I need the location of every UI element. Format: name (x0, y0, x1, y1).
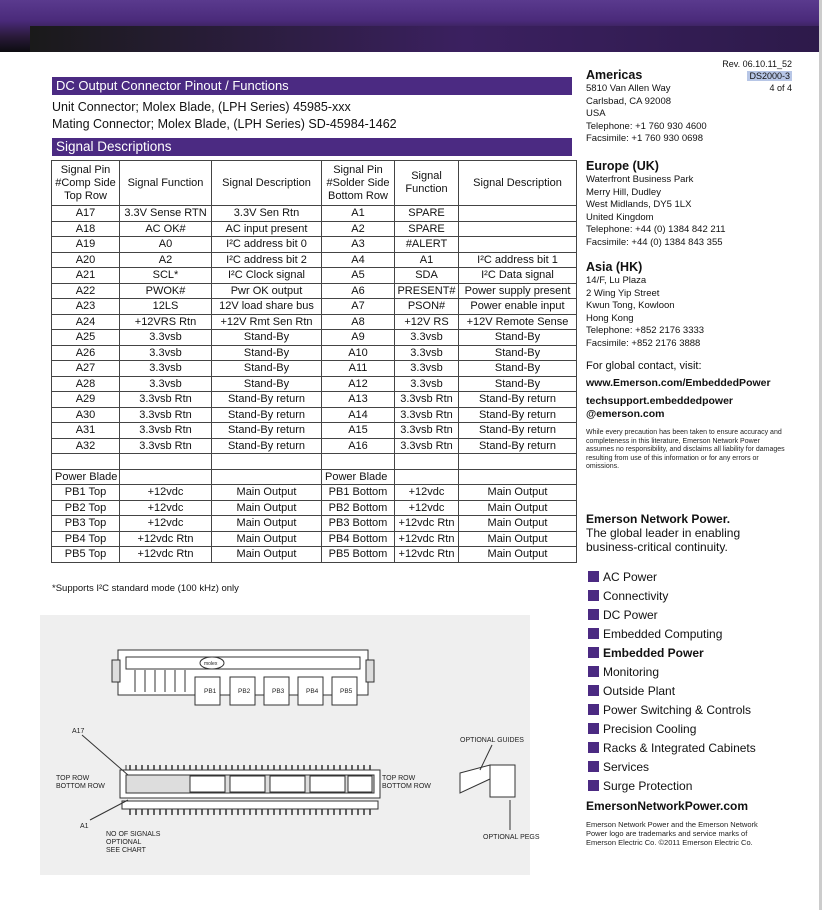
table-cell: A3 (322, 237, 395, 253)
label-optional-guides: OPTIONAL GUIDES (460, 737, 524, 744)
signal-table (51, 160, 577, 563)
table-cell (120, 454, 212, 470)
table-cell: SPARE (395, 206, 459, 222)
table-cell: Main Output (459, 500, 577, 516)
table-cell: A12 (322, 376, 395, 392)
table-cell: 3.3vsb Rtn (395, 423, 459, 439)
table-cell (459, 221, 577, 237)
table-cell: A1 (395, 252, 459, 268)
product-label: Monitoring (603, 664, 660, 679)
table-cell: Stand-By (212, 361, 322, 377)
table-cell: A13 (322, 392, 395, 408)
table-cell: Stand-By return (212, 407, 322, 423)
table-cell: AC OK# (120, 221, 212, 237)
pb-label: PB1 (204, 688, 217, 695)
table-cell: +12vdc (120, 485, 212, 501)
table-cell: A18 (52, 221, 120, 237)
table-cell: A14 (322, 407, 395, 423)
table-row (52, 438, 577, 454)
table-row (52, 299, 577, 315)
table-cell: 3.3vsb (120, 361, 212, 377)
label-a17: A17 (72, 728, 85, 735)
table-row (52, 407, 577, 423)
product-label: Racks & Integrated Cabinets (603, 740, 756, 755)
table-cell: 12V load share bus (212, 299, 322, 315)
table-cell: #ALERT (395, 237, 459, 253)
table-cell: Stand-By return (459, 407, 577, 423)
table-cell: +12V Rmt Sen Rtn (212, 314, 322, 330)
product-label: DC Power (603, 607, 658, 622)
header-band (30, 26, 820, 52)
table-cell: Stand-By return (459, 392, 577, 408)
table-cell: A15 (322, 423, 395, 439)
table-cell: +12V RS (395, 314, 459, 330)
signal-descriptions-title: Signal Descriptions (52, 138, 572, 156)
pb-label: PB2 (238, 688, 251, 695)
address-line: 2 Wing Yip Street (586, 287, 660, 299)
table-cell: 3.3vsb Rtn (120, 392, 212, 408)
table-cell: I²C Data signal (459, 268, 577, 284)
bullet-square-icon (588, 704, 599, 715)
header-pin-solder: Signal Pin #Solder Side Bottom Row (322, 161, 395, 206)
table-cell: 3.3vsb Rtn (120, 423, 212, 439)
table-cell: Main Output (459, 485, 577, 501)
table-cell: Stand-By (212, 330, 322, 346)
table-cell: A22 (52, 283, 120, 299)
table-row (52, 376, 577, 392)
spacer-row (52, 454, 577, 470)
bullet-square-icon (588, 761, 599, 772)
table-row (52, 531, 577, 547)
table-cell: A4 (322, 252, 395, 268)
email-link[interactable] (586, 395, 786, 421)
label-no-signals: NO OF SIGNALS OPTIONAL SEE CHART (106, 831, 161, 854)
table-cell (322, 454, 395, 470)
table-cell (459, 206, 577, 222)
table-cell: 3.3vsb (395, 330, 459, 346)
bullet-square-icon (588, 723, 599, 734)
table-cell: SPARE (395, 221, 459, 237)
table-cell: Stand-By return (459, 438, 577, 454)
table-cell: 3.3vsb Rtn (395, 407, 459, 423)
table-cell: A10 (322, 345, 395, 361)
table-row (52, 516, 577, 532)
table-cell: 3.3V Sen Rtn (212, 206, 322, 222)
telephone: Telephone: +44 (0) 1384 842 211 (586, 224, 726, 235)
table-cell: 3.3vsb (395, 361, 459, 377)
table-row (52, 547, 577, 563)
table-row (52, 237, 577, 253)
table-cell: +12V Remote Sense (459, 314, 577, 330)
header-description-1: Signal Description (212, 161, 322, 206)
table-cell: I²C address bit 1 (459, 252, 577, 268)
table-cell: I²C address bit 2 (212, 252, 322, 268)
table-cell: 3.3vsb (395, 345, 459, 361)
table-cell: A1 (322, 206, 395, 222)
table-cell: A27 (52, 361, 120, 377)
telephone: Telephone: +852 2176 3333 (586, 325, 705, 336)
site-link[interactable]: EmersonNetworkPower.com (586, 799, 749, 813)
table-cell: 3.3vsb (120, 330, 212, 346)
table-cell: PB2 Top (52, 500, 120, 516)
product-label: AC Power (603, 569, 658, 584)
table-cell (395, 469, 459, 485)
table-row (52, 392, 577, 408)
contact-asia (586, 260, 786, 350)
table-cell: Main Output (459, 547, 577, 563)
product-label: Embedded Computing (603, 626, 723, 641)
table-cell: Stand-By (212, 345, 322, 361)
product-label: Services (603, 759, 650, 774)
facsimile: Facsimile: +44 (0) 1384 843 355 (586, 236, 723, 248)
table-header-row (52, 161, 577, 206)
product-item (588, 605, 756, 624)
table-cell: Stand-By (459, 330, 577, 346)
table-cell (459, 454, 577, 470)
product-item (588, 757, 756, 776)
table-cell (459, 237, 577, 253)
table-cell: PB3 Top (52, 516, 120, 532)
global-contact (586, 359, 786, 373)
table-cell: 3.3vsb (120, 345, 212, 361)
power-blade-header (52, 469, 577, 485)
label-row-right: TOP ROW BOTTOM ROW (382, 775, 431, 790)
table-cell: Stand-By return (212, 392, 322, 408)
table-cell (395, 454, 459, 470)
table-cell (212, 454, 322, 470)
product-label: Precision Cooling (603, 721, 697, 736)
table-cell: Stand-By (459, 361, 577, 377)
table-cell: Stand-By return (459, 423, 577, 439)
product-item (588, 624, 756, 643)
address-line: United Kingdom (586, 211, 654, 223)
header-pin-comp: Signal Pin #Comp Side Top Row (52, 161, 120, 206)
table-cell: PB4 Top (52, 531, 120, 547)
table-cell: +12vdc (120, 500, 212, 516)
address-line: Hong Kong (586, 312, 634, 324)
table-cell: PB3 Bottom (322, 516, 395, 532)
table-cell: A11 (322, 361, 395, 377)
table-row (52, 314, 577, 330)
doc-code: DS2000-3 (749, 71, 790, 81)
table-cell: 3.3vsb Rtn (395, 438, 459, 454)
product-list (588, 567, 756, 795)
brand-tagline: The global leader in enabling business-critical continuity. (586, 526, 741, 554)
address-line: West Midlands, DY5 1LX (586, 199, 692, 210)
bullet-square-icon (588, 609, 599, 620)
table-cell: A23 (52, 299, 120, 315)
table-cell: Power Blade (52, 469, 120, 485)
telephone: Telephone: +1 760 930 4600 (586, 120, 707, 132)
table-cell: 3.3vsb Rtn (395, 392, 459, 408)
table-cell: PB1 Bottom (322, 485, 395, 501)
label-a1: A1 (80, 823, 89, 830)
table-cell: 3.3vsb (395, 376, 459, 392)
product-item (588, 719, 756, 738)
bullet-square-icon (588, 666, 599, 677)
table-cell: PB5 Bottom (322, 547, 395, 563)
table-cell: A28 (52, 376, 120, 392)
table-cell: Stand-By (459, 345, 577, 361)
product-item (588, 700, 756, 719)
bullet-square-icon (588, 571, 599, 582)
product-item (588, 567, 756, 586)
table-row (52, 268, 577, 284)
table-row (52, 221, 577, 237)
header-description-2: Signal Description (459, 161, 577, 206)
email-line-1: techsupport.embeddedpower (586, 395, 734, 407)
table-cell: PB4 Bottom (322, 531, 395, 547)
table-cell: Power supply present (459, 283, 577, 299)
table-row (52, 485, 577, 501)
table-row (52, 423, 577, 439)
table-cell: Main Output (212, 485, 322, 501)
molex-logo: molex (204, 661, 218, 667)
table-cell: A19 (52, 237, 120, 253)
table-cell: PSON# (395, 299, 459, 315)
table-cell: +12vdc Rtn (120, 531, 212, 547)
bullet-square-icon (588, 628, 599, 639)
footnote: *Supports I²C standard mode (100 kHz) only (52, 583, 239, 594)
table-cell: 3.3vsb (120, 376, 212, 392)
product-label: Outside Plant (603, 683, 676, 698)
table-cell: PB2 Bottom (322, 500, 395, 516)
table-cell: A0 (120, 237, 212, 253)
table-cell: Power enable input (459, 299, 577, 315)
region-title: Europe (UK) (586, 159, 659, 173)
table-cell: A29 (52, 392, 120, 408)
label-row-left: TOP ROW BOTTOM ROW (56, 775, 105, 790)
header-function-2: Signal Function (395, 161, 459, 206)
product-item (588, 681, 756, 700)
table-cell: Stand-By return (212, 423, 322, 439)
table-row (52, 283, 577, 299)
table-cell: Main Output (459, 516, 577, 532)
table-cell: +12vdc Rtn (395, 516, 459, 532)
product-item (588, 586, 756, 605)
table-cell: 12LS (120, 299, 212, 315)
table-row (52, 330, 577, 346)
address-line: Merry Hill, Dudley (586, 186, 661, 198)
email-line-2: @emerson.com (586, 408, 665, 420)
address-line: USA (586, 108, 606, 119)
table-cell: Stand-By return (212, 438, 322, 454)
pb-label: PB5 (340, 688, 353, 695)
table-cell: A16 (322, 438, 395, 454)
table-cell: AC input present (212, 221, 322, 237)
table-cell: PWOK# (120, 283, 212, 299)
table-cell: Stand-By (459, 376, 577, 392)
bullet-square-icon (588, 742, 599, 753)
table-cell: A5 (322, 268, 395, 284)
table-cell: +12vdc (395, 485, 459, 501)
address-line: Waterfront Business Park (586, 174, 694, 185)
table-row (52, 252, 577, 268)
table-cell: PB1 Top (52, 485, 120, 501)
web-link[interactable]: www.Emerson.com/EmbeddedPower (586, 377, 771, 389)
product-label: Power Switching & Controls (603, 702, 752, 717)
pb-label: PB4 (306, 688, 319, 695)
pb-label: PB3 (272, 688, 285, 695)
bullet-square-icon (588, 685, 599, 696)
brand-name: Emerson Network Power. (586, 512, 731, 526)
table-cell: A7 (322, 299, 395, 315)
product-item (588, 776, 756, 795)
mating-connector: Mating Connector; Molex Blade, (LPH Series) SD-45984-1462 (52, 117, 397, 131)
table-cell: A24 (52, 314, 120, 330)
section-title: DC Output Connector Pinout / Functions (52, 77, 572, 95)
table-cell: A17 (52, 206, 120, 222)
table-cell (459, 469, 577, 485)
table-cell: Pwr OK output (212, 283, 322, 299)
contact-americas (586, 68, 786, 146)
table-cell: A30 (52, 407, 120, 423)
table-cell: A9 (322, 330, 395, 346)
table-cell (212, 469, 322, 485)
table-cell: 3.3vsb Rtn (120, 407, 212, 423)
table-cell: Main Output (459, 531, 577, 547)
table-cell: I²C Clock signal (212, 268, 322, 284)
table-cell: A25 (52, 330, 120, 346)
table-cell: I²C address bit 0 (212, 237, 322, 253)
revision-line: Rev. 06.10.11_52 (722, 59, 792, 69)
table-cell: +12vdc (120, 516, 212, 532)
table-cell: +12VRS Rtn (120, 314, 212, 330)
table-cell: PB5 Top (52, 547, 120, 563)
table-cell: A20 (52, 252, 120, 268)
table-cell: A6 (322, 283, 395, 299)
address-line: 5810 Van Allen Way (586, 83, 671, 94)
table-row (52, 500, 577, 516)
table-cell: Main Output (212, 516, 322, 532)
product-item (588, 662, 756, 681)
table-cell: +12vdc (395, 500, 459, 516)
table-cell: A32 (52, 438, 120, 454)
table-cell: Main Output (212, 500, 322, 516)
table-cell (120, 469, 212, 485)
table-row (52, 361, 577, 377)
facsimile: Facsimile: +852 2176 3888 (586, 337, 701, 349)
table-cell: Stand-By (212, 376, 322, 392)
unit-connector: Unit Connector; Molex Blade, (LPH Series) 45985-xxx (52, 100, 351, 114)
table-row (52, 206, 577, 222)
contact-europe (586, 159, 786, 249)
table-cell: PRESENT# (395, 283, 459, 299)
product-label: Embedded Power (603, 645, 704, 660)
table-cell: A21 (52, 268, 120, 284)
table-cell: SCL* (120, 268, 212, 284)
table-cell: Main Output (212, 547, 322, 563)
product-item (588, 643, 756, 662)
table-cell (52, 454, 120, 470)
label-optional-pegs: OPTIONAL PEGS (483, 834, 540, 841)
table-cell: Main Output (212, 531, 322, 547)
table-row (52, 345, 577, 361)
region-title: Asia (HK) (586, 260, 643, 274)
address-line: Carlsbad, CA 92008 (586, 95, 672, 107)
table-cell: 3.3V Sense RTN (120, 206, 212, 222)
bullet-square-icon (588, 780, 599, 791)
product-label: Connectivity (603, 588, 669, 603)
bullet-square-icon (588, 590, 599, 601)
table-cell: +12vdc Rtn (395, 547, 459, 563)
table-cell: Power Blade (322, 469, 395, 485)
product-item (588, 738, 756, 757)
facsimile: Facsimile: +1 760 930 0698 (586, 133, 703, 144)
address-line: Kwun Tong, Kowloon (586, 300, 675, 311)
trademark-note: Emerson Network Power and the Emerson Network Power logo are trademarks and service marks of Emerson Electric Co. ©2011 Emerson Electric Co. (586, 820, 758, 847)
product-label: Surge Protection (603, 778, 693, 793)
header-function-1: Signal Function (120, 161, 212, 206)
table-cell: SDA (395, 268, 459, 284)
page-number: 4 of 4 (769, 83, 792, 93)
table-cell: A8 (322, 314, 395, 330)
disclaimer: While every precaution has been taken to ensure accuracy and completeness in this literature, Emerson Network Power assumes no responsibility, and disclaims all liability for damages resulting from use of this information or for any errors or omissions. (586, 429, 785, 470)
brand-block (586, 512, 786, 554)
table-cell: A31 (52, 423, 120, 439)
region-title: Americas (586, 68, 643, 82)
bullet-square-icon (588, 647, 599, 658)
table-cell: A2 (322, 221, 395, 237)
address-line: 14/F, Lu Plaza (586, 275, 647, 286)
table-cell: 3.3vsb Rtn (120, 438, 212, 454)
global-contact-text: For global contact, visit: (586, 360, 702, 372)
table-cell: A2 (120, 252, 212, 268)
table-cell: A26 (52, 345, 120, 361)
table-cell: +12vdc Rtn (395, 531, 459, 547)
table-cell: +12vdc Rtn (120, 547, 212, 563)
